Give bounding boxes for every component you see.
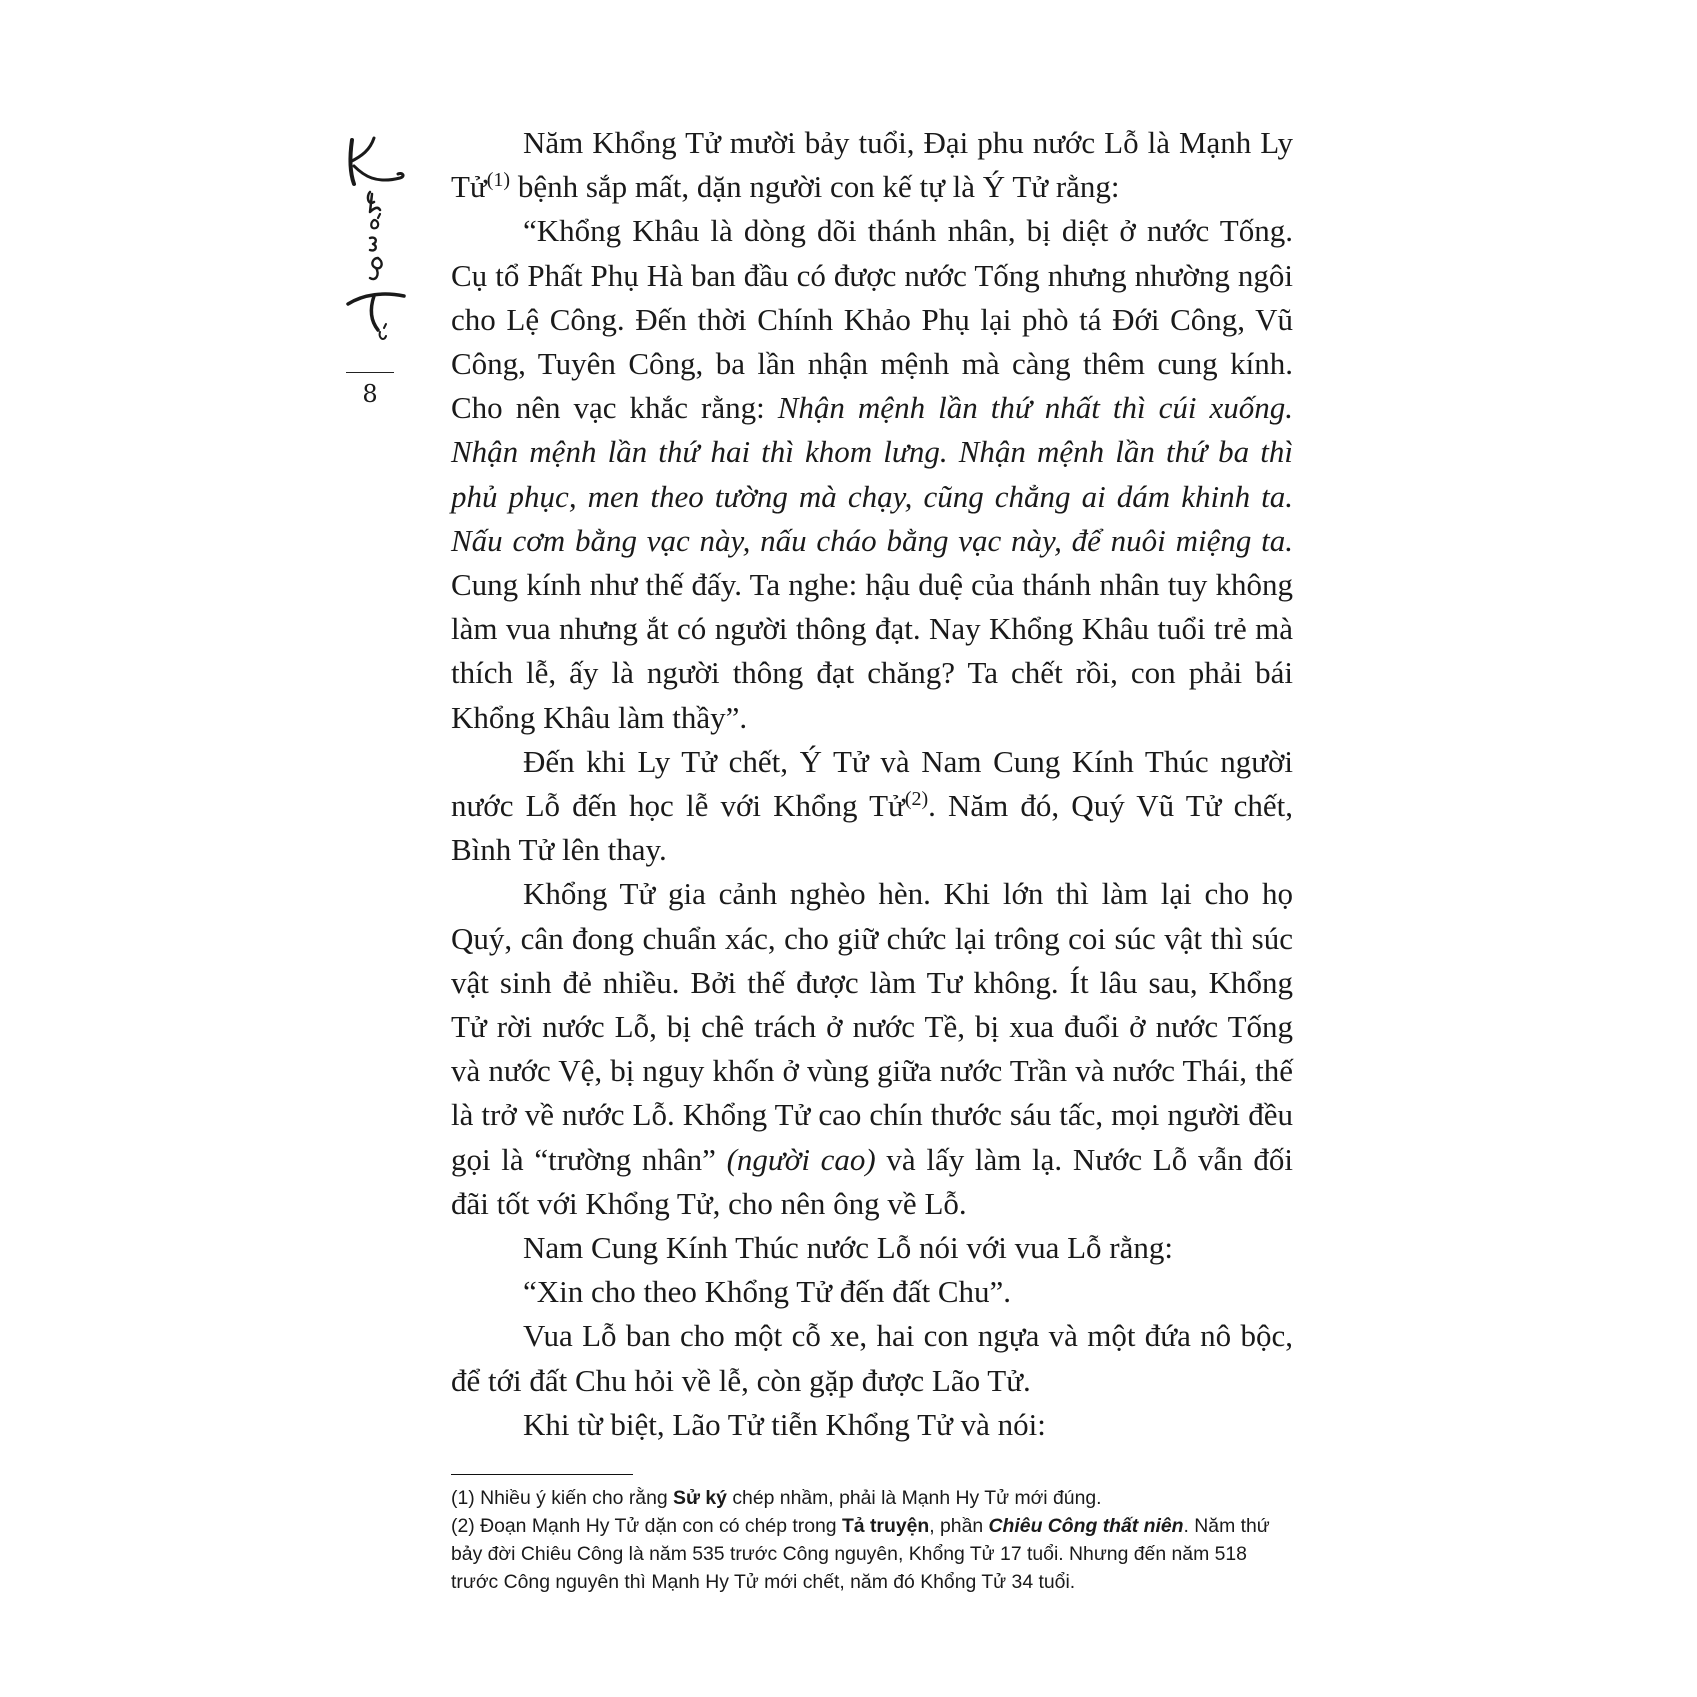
paragraph: Khi từ biệt, Lão Tử tiễn Khổng Tử và nói: bbox=[523, 1406, 1046, 1442]
calligraphy-icon bbox=[340, 132, 420, 362]
footnotes bbox=[451, 1484, 1293, 1596]
footnote-2: (2) Đoạn Mạnh Hy Tử dặn con có chép trong Tả truyện, phần Chiêu Công thất niên. Năm thứ bảy đời Chiêu Công là năm 535 trước Công nguyên, Khổng Tử 17 tuổi. Nhưng đến năm 518 trước Công nguyên thì Mạnh Hy Tử mới chết, năm đó Khổng Tử 34 tuổi. bbox=[451, 1515, 1270, 1593]
paragraph: Vua Lỗ ban cho một cỗ xe, hai con ngựa và một đứa nô bộc, để tới đất Chu hỏi về lễ, còn gặp được Lão Tử. bbox=[451, 1318, 1293, 1398]
footnote-ref-2[interactable]: (2) bbox=[904, 788, 929, 811]
paragraph: Đến khi Ly Tử chết, Ý Tử và Nam Cung Kính Thúc người nước Lỗ đến học lễ với Khổng Tử$^{(2)}$. Năm đó, Quý Vũ Tử chết, Bình Tử lên thay. bbox=[451, 743, 1293, 868]
page-number-rule bbox=[346, 372, 394, 373]
italic-gloss: (người cao) bbox=[726, 1141, 876, 1177]
body-text bbox=[451, 121, 1293, 1447]
paragraph: Năm Khổng Tử mười bảy tuổi, Đại phu nước Lỗ là Mạnh Ly Tử$^{(1)}$ bệnh sắp mất, dặn người con kế tự là Ý Tử rằng: bbox=[451, 125, 1293, 205]
footnote-ref-1[interactable]: (1) bbox=[486, 169, 511, 192]
paragraph: “Khổng Khâu là dòng dõi thánh nhân, bị diệt ở nước Tống. Cụ tổ Phất Phụ Hà ban đầu có được nước Tống nhưng nhường ngôi cho Lệ Công. Đến thời Chính Khảo Phụ lại phò tá Đới Công, Vũ Công, Tuyên Công, ba lần nhận mệnh mà càng thêm cung kính. Cho nên vạc khắc rằng: Nhận mệnh lần thứ nhất thì cúi xuống. Nhận mệnh lần thứ hai thì khom lưng. Nhận mệnh lần thứ ba thì phủ phục, men theo tường mà chạy, cũng chẳng ai dám khinh ta. Nấu cơm bằng vạc này, nấu cháo bằng vạc này, để nuôi miệng ta. Cung kính như thế đấy. Ta nghe: hậu duệ của thánh nhân tuy không làm vua nhưng ắt có người thông đạt. Nay Khổng Khâu tuổi trẻ mà thích lễ, ấy là người thông đạt chăng? Ta chết rồi, con phải bái Khổng Khâu làm thầy”. bbox=[451, 213, 1293, 735]
footnote-1: (1) Nhiều ý kiến cho rằng Sử ký chép nhầm, phải là Mạnh Hy Tử mới đúng. bbox=[451, 1487, 1102, 1509]
paragraph: Nam Cung Kính Thúc nước Lỗ nói với vua Lỗ rằng: bbox=[523, 1230, 1173, 1266]
page-number: 8 bbox=[362, 380, 378, 408]
italic-quote: Nhận mệnh lần thứ nhất thì cúi xuống. Nhận mệnh lần thứ hai thì khom lưng. Nhận mệnh lần thứ ba thì phủ phục, men theo tường mà chạy, cũng chẳng ai dám khinh ta. Nấu cơm bằng vạc này, nấu cháo bằng vạc này, để nuôi miệng ta. bbox=[451, 390, 1293, 558]
paragraph: “Xin cho theo Khổng Tử đến đất Chu”. bbox=[523, 1274, 1012, 1310]
paragraph: Khổng Tử gia cảnh nghèo hèn. Khi lớn thì làm lại cho họ Quý, cân đong chuẩn xác, cho giữ chức lại trông coi súc vật thì súc vật sinh đẻ nhiều. Bởi thế được làm Tư không. Ít lâu sau, Khổng Tử rời nước Lỗ, bị chê trách ở nước Tề, bị xua đuổi ở nước Tống và nước Vệ, bị nguy khốn ở vùng giữa nước Trần và nước Thái, thế là trở về nước Lỗ. Khổng Tử cao chín thước sáu tấc, mọi người đều gọi là “trường nhân” (người cao) và lấy làm lạ. Nước Lỗ vẫn đối đãi tốt với Khổng Tử, cho nên ông về Lỗ. bbox=[451, 876, 1293, 1221]
footnote-rule bbox=[451, 1474, 633, 1475]
